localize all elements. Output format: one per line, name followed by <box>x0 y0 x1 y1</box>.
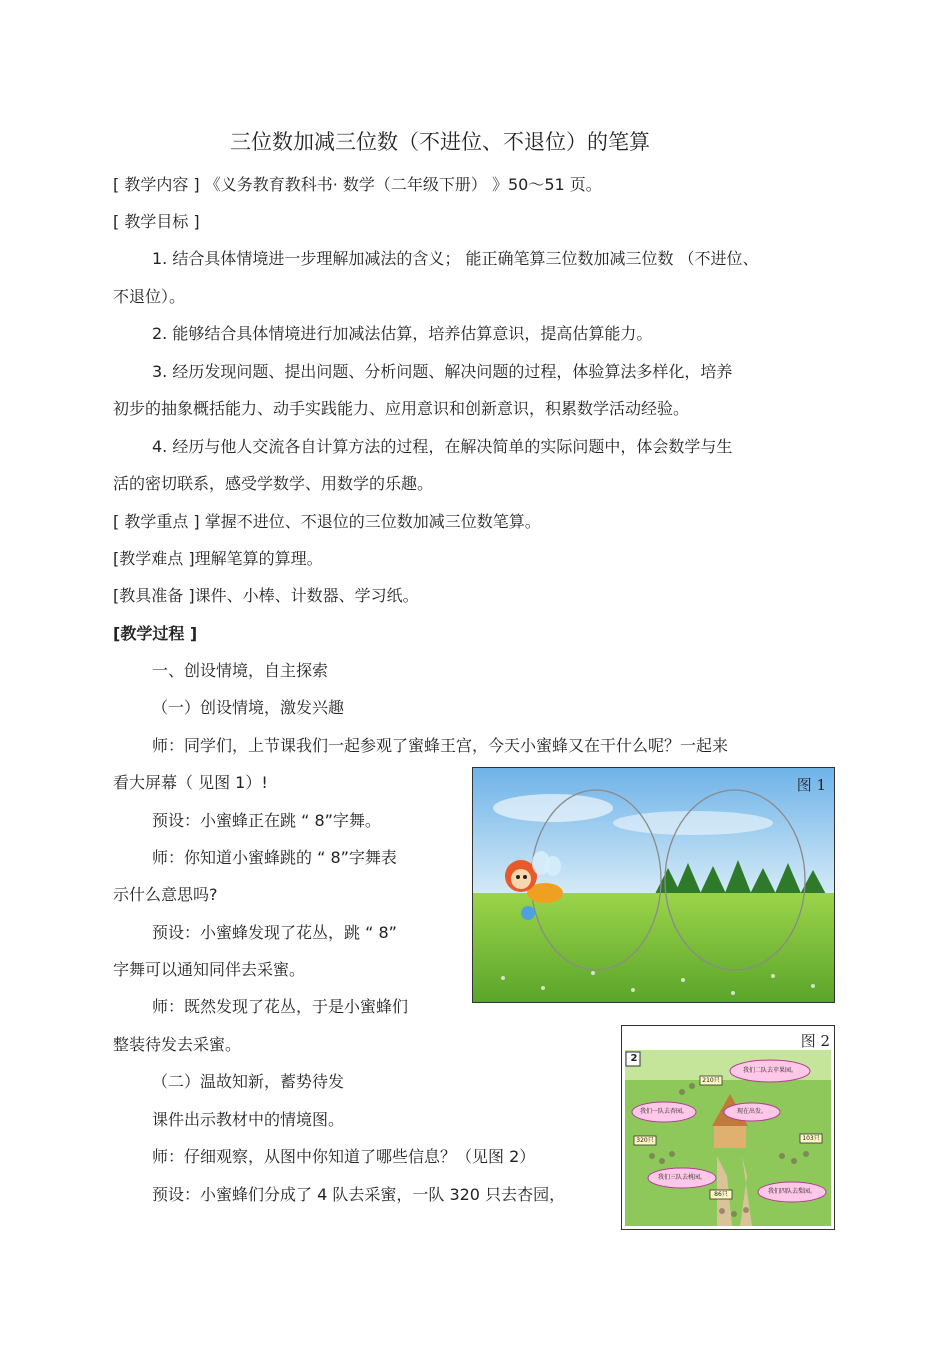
tag-320: 320只 <box>636 1137 654 1144</box>
figure-1-illustration <box>473 768 834 1002</box>
bubble-team-2: 我们二队去苹果园。 <box>742 1067 797 1074</box>
teacher-line-2: 看大屏幕（ 见图 1）! <box>113 773 268 792</box>
teacher-question-line-2: 示什么意思吗? <box>113 885 218 904</box>
teaching-process-heading: [教学过程 ] <box>113 624 198 643</box>
goal-3-line-2: 初步的抽象概括能力、动手实践能力、应用意识和创新意识，积累数学活动经验。 <box>113 399 690 418</box>
goal-1-line-2: 不退位）。 <box>113 287 186 306</box>
bubble-team-3: 我们三队去桃园。 <box>657 1174 706 1181</box>
section-1-heading: 一、创设情境，自主探索 <box>152 661 329 680</box>
figure-2 <box>621 1025 835 1230</box>
page-title: 三位数加减三位数（不进位、不退位）的笔算 <box>230 130 650 154</box>
figure-1 <box>472 767 835 1003</box>
goal-2: 2. 能够结合具体情境进行加减法估算，培养估算意识，提高估算能力。 <box>152 324 653 343</box>
goal-3-line-1: 3. 经历发现问题、提出问题、分析问题、解决问题的过程，体验算法多样化，培养 <box>152 362 733 381</box>
teaching-goals-heading: [ 教学目标 ] <box>113 212 200 231</box>
figure-2-corner-number: 2 <box>630 1053 638 1064</box>
bubble-depart: 现在出发。 <box>736 1108 767 1115</box>
figure-2-label: 图 2 <box>800 1032 830 1050</box>
subsection-1-heading: （一）创设情境，激发兴趣 <box>152 698 345 717</box>
teacher-line-3: 师：既然发现了花丛，于是小蜜蜂们 <box>152 997 409 1016</box>
goal-1-line-1: 1. 结合具体情境进一步理解加减法的含义； 能正确笔算三位数加减三位数 （不进位、 <box>152 249 759 268</box>
teacher-line-5: 师：仔细观察，从图中你知道了哪些信息？（见图 2） <box>152 1147 536 1166</box>
preset-3: 预设：小蜜蜂们分成了 4 队去采蜜，一队 320 只去杏园， <box>152 1185 566 1204</box>
goal-4-line-1: 4. 经历与他人交流各自计算方法的过程，在解决简单的实际问题中，体会数学与生 <box>152 437 733 456</box>
teacher-question-line-1: 师：你知道小蜜蜂跳的 “ 8”字舞表 <box>152 848 397 867</box>
bubble-team-4: 我们四队去梨园。 <box>767 1188 816 1195</box>
subsection-2-heading: （二）温故知新，蓄势待发 <box>152 1072 345 1091</box>
teaching-difficulty: [教学难点 ]理解笔算的算理。 <box>113 549 323 568</box>
tag-103: 103只 <box>802 1135 820 1142</box>
figure-1-label: 图 1 <box>796 776 826 794</box>
preset-2-line-1: 预设：小蜜蜂发现了花丛，跳 “ 8” <box>152 923 397 942</box>
goal-4-line-2: 活的密切联系，感受学数学、用数学的乐趣。 <box>113 474 434 493</box>
teaching-content: [ 教学内容 ] 《义务教育教科书· 数学（二年级下册） 》50～51 页。 <box>113 175 602 194</box>
preset-2-line-2: 字舞可以通知同伴去采蜜。 <box>113 960 306 979</box>
teaching-focus: [ 教学重点 ] 掌握不进位、不退位的三位数加减三位数笔算。 <box>113 512 541 531</box>
bubble-team-1: 我们一队去杏园。 <box>639 1108 688 1115</box>
teaching-aids: [教具准备 ]课件、小棒、计数器、学习纸。 <box>113 586 419 605</box>
tag-210: 210只 <box>702 1077 720 1084</box>
teacher-line-1: 师：同学们，上节课我们一起参观了蜜蜂王宫，今天小蜜蜂又在干什么呢？一起来 <box>152 736 729 755</box>
courseware-line: 课件出示教材中的情境图。 <box>152 1110 345 1129</box>
tag-86: 86只 <box>714 1191 728 1198</box>
preset-1: 预设：小蜜蜂正在跳 “ 8”字舞。 <box>152 811 381 830</box>
teacher-line-4: 整装待发去采蜜。 <box>113 1035 242 1054</box>
